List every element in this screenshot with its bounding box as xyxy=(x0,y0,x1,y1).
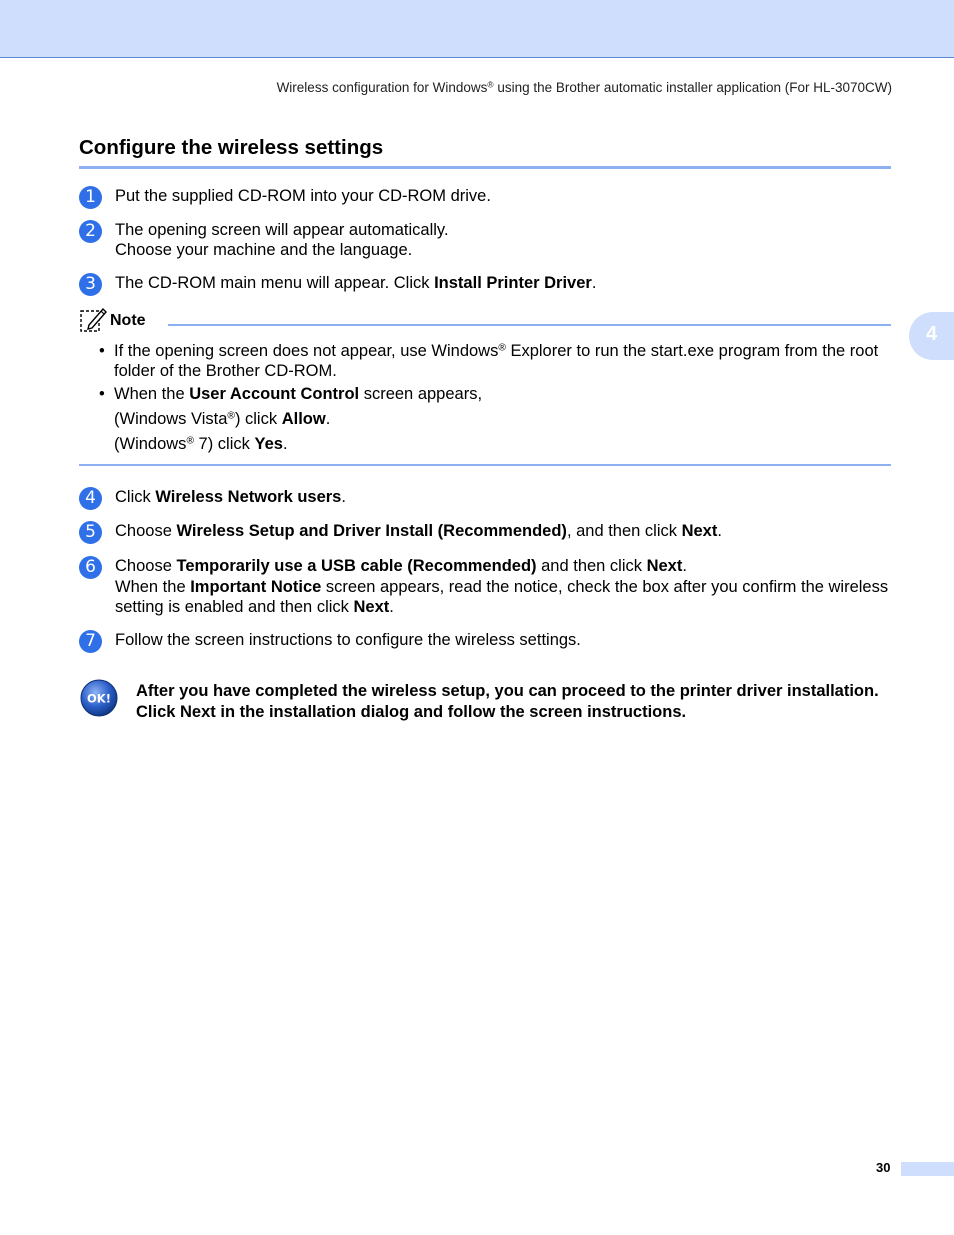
step-number-badge: 3 xyxy=(79,273,102,296)
top-header-band xyxy=(0,0,954,58)
ok-line: After you have completed the wireless setup, you can proceed to the printer driver installation. xyxy=(136,682,879,700)
step-text: Put the supplied CD-ROM into your CD-ROM drive. xyxy=(115,187,491,205)
step-line: Choose Temporarily use a USB cable (Recommended) and then click Next. xyxy=(115,557,687,575)
ui-term: Install Printer Driver xyxy=(434,274,592,292)
ok-badge-icon xyxy=(80,679,118,717)
step-3 xyxy=(79,274,891,294)
page-tab-marker xyxy=(901,1162,954,1176)
title-rule xyxy=(79,166,891,169)
step-7 xyxy=(79,631,891,651)
step-text: Follow the screen instructions to configure the wireless settings. xyxy=(115,631,581,649)
step-number-badge: 7 xyxy=(79,630,102,653)
bullet-text: If the opening screen does not appear, use Windows® Explorer to run the start.exe program from the root folder of the Brother CD-ROM. xyxy=(114,342,879,380)
step-text: Choose Wireless Setup and Driver Install (Recommended), and then click Next. xyxy=(115,522,722,540)
chapter-side-tab xyxy=(909,312,954,360)
step-text xyxy=(115,221,891,260)
bullet-dot: • xyxy=(99,342,105,360)
step-number-badge: 1 xyxy=(79,186,102,209)
step-number-badge: 6 xyxy=(79,556,102,579)
ui-term: Important Notice xyxy=(190,577,322,596)
running-header: Wireless configuration for Windows® using the Brother automatic installer application (For HL-3070CW) xyxy=(276,79,892,95)
step-text: The CD-ROM main menu will appear. Click Install Printer Driver. xyxy=(115,274,597,292)
ui-term: Wireless Network users xyxy=(155,488,342,506)
section-title: Configure the wireless settings xyxy=(79,136,384,159)
step-line: The opening screen will appear automatically. xyxy=(115,221,449,239)
step-6 xyxy=(79,557,891,618)
ok-line: Click Next in the installation dialog and follow the screen instructions. xyxy=(136,703,687,721)
note-win7-line: (Windows® 7) click Yes. xyxy=(114,435,288,453)
ui-term: Next xyxy=(646,557,683,575)
page-number: 30 xyxy=(876,1160,891,1175)
step-number-badge: 4 xyxy=(79,487,102,510)
chapter-number: 4 xyxy=(926,323,938,345)
note-bottom-rule xyxy=(79,464,891,466)
step-text: Click Wireless Network users. xyxy=(115,488,346,506)
step-number-badge: 5 xyxy=(79,521,102,544)
note-label: Note xyxy=(110,312,146,329)
ok-message xyxy=(136,681,896,723)
ui-term: Next xyxy=(353,598,390,616)
note-top-rule xyxy=(168,324,891,326)
step-1 xyxy=(79,187,891,207)
step-4 xyxy=(79,488,891,508)
note-bullet-2 xyxy=(99,385,889,405)
step-text xyxy=(115,557,891,618)
step-2 xyxy=(79,221,891,260)
step-number-badge: 2 xyxy=(79,220,102,243)
ui-term: Next xyxy=(681,522,718,540)
step-line: When the Important Notice screen appears, read the notice, check the box after you confirm the wireless setting is enabled and then click Next. xyxy=(115,577,889,616)
ui-term: Wireless Setup and Driver Install (Recommended) xyxy=(176,522,567,540)
note-bullet-1 xyxy=(99,342,889,381)
ui-term: Temporarily use a USB cable (Recommended) xyxy=(176,557,537,575)
ui-term: Allow xyxy=(281,410,326,428)
svg-text:OK!: OK! xyxy=(87,691,111,706)
step-line: Choose your machine and the language. xyxy=(115,240,413,259)
step-5 xyxy=(79,522,891,542)
bullet-text: When the User Account Control screen appears, xyxy=(114,385,483,403)
ui-term: User Account Control xyxy=(189,385,360,403)
bullet-dot: • xyxy=(99,385,105,403)
ui-term: Yes xyxy=(254,435,283,453)
note-pencil-icon xyxy=(79,305,107,333)
note-vista-line: (Windows Vista®) click Allow. xyxy=(114,410,331,428)
